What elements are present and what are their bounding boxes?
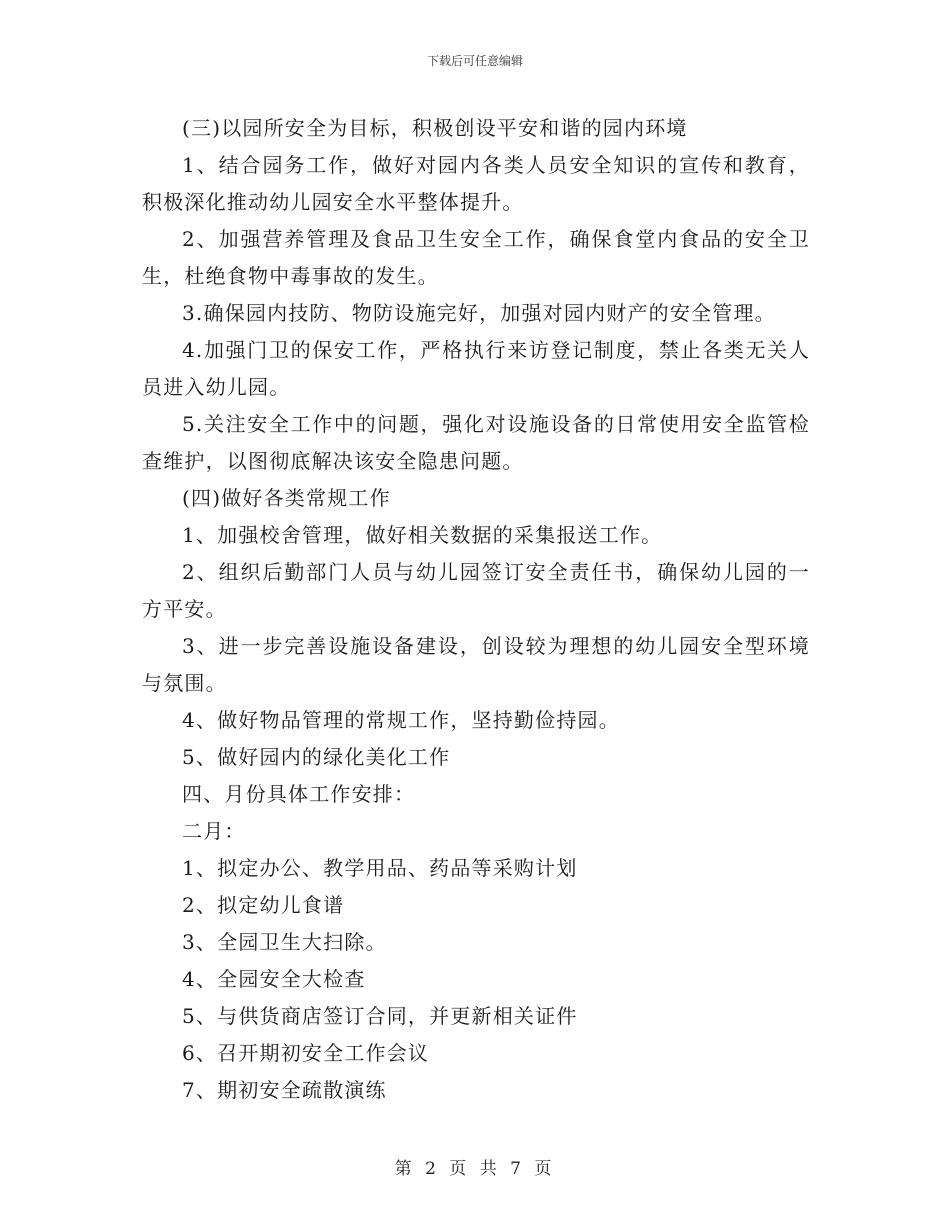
paragraph: 3、进一步完善设施设备建设，创设较为理想的幼儿园安全型环境与氛围。: [142, 634, 810, 695]
month-heading: 二月：: [182, 819, 246, 843]
list-item: 1、拟定办公、教学用品、药品等采购计划: [182, 856, 578, 880]
paragraph: 5、做好园内的绿化美化工作: [182, 745, 451, 769]
page-header: 下载后可任意编辑: [426, 54, 523, 68]
section-heading-4: (四)做好各类常规工作: [182, 486, 391, 510]
paragraph: 2、加强营养管理及食品卫生安全工作，确保食堂内食品的安全卫生，杜绝食物中毒事故的发生。: [142, 227, 810, 288]
document-body: [142, 110, 810, 1109]
section-heading-3: (三)以园所安全为目标，积极创设平安和谐的园内环境: [182, 116, 688, 140]
list-item: 2、拟定幼儿食谱: [182, 893, 345, 917]
paragraph: 5.关注安全工作中的问题，强化对设施设备的日常使用安全监管检查维护，以图彻底解决该安全隐患问题。: [142, 412, 810, 473]
paragraph: 1、结合园务工作，做好对园内各类人员安全知识的宣传和教育，积极深化推动幼儿园安全水平整体提升。: [142, 153, 810, 214]
list-item: 4、全园安全大检查: [182, 967, 366, 991]
list-item: 6、召开期初安全工作会议: [182, 1041, 430, 1065]
paragraph: 4.加强门卫的保安工作，严格执行来访登记制度，禁止各类无关人员进入幼儿园。: [142, 338, 810, 399]
page-footer: 第 2 页 共 7 页: [394, 1159, 556, 1179]
paragraph: 1、加强校舍管理，做好相关数据的采集报送工作。: [182, 523, 663, 547]
list-item: 5、与供货商店签订合同，并更新相关证件: [182, 1004, 578, 1028]
list-item: 7、期初安全疏散演练: [182, 1078, 387, 1102]
paragraph: 4、做好物品管理的常规工作，坚持勤俭持园。: [182, 708, 620, 732]
paragraph: 2、组织后勤部门人员与幼儿园签订安全责任书，确保幼儿园的一方平安。: [142, 560, 810, 621]
paragraph: 3.确保园内技防、物防设施完好，加强对园内财产的安全管理。: [182, 301, 776, 325]
list-item: 3、全园卫生大扫除。: [182, 930, 387, 954]
section-heading-monthly: 四、月份具体工作安排：: [182, 782, 416, 806]
